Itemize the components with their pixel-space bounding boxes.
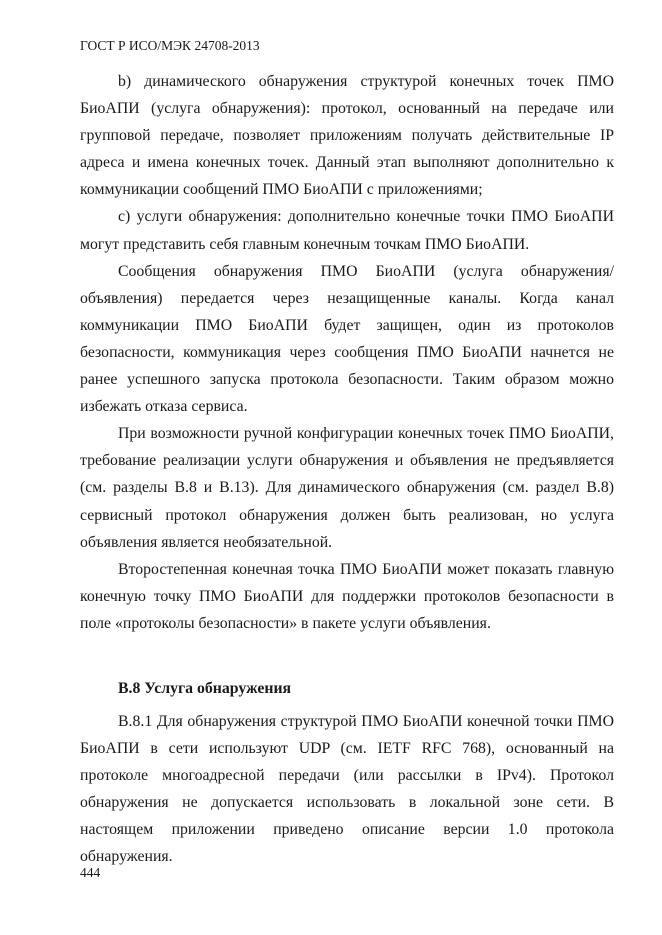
section-heading: В.8 Услуга обнаружения [118,679,292,697]
paragraph-section-b81: В.8.1 Для обнаружения структурой ПМО БиоАПИ конечной точки ПМО БиоАПИ в сети используют UDP (см. IETF RFC 768), основанный на протоколе многоадресной передачи (или рассылки в IPv4). Протокол обнаружения не допускается использовать в локальной зоне сети. В настоящем приложении приведено описание версии 1.0 протокола обнаружения. [80,712,614,866]
section-spacer [80,637,614,675]
paragraph-secondary-endpoint: Второстепенная конечная точка ПМО БиоАПИ может показать главную конечную точку ПМО БиоАПИ для поддержки протоколов безопасности в поле «протоколы безопасности» в пакете услуги объявления. [80,560,614,632]
document-body [80,68,614,871]
paragraph-item-b: b) динамического обнаружения структурой конечных точек ПМО БиоАПИ (услуга обнаружения): протокол, основанный на передаче или групповой передаче, позволяет приложениям получать действительные IP адреса и имена конечных точек. Данный этап выполняют дополнительно к коммуникации сообщений ПМО БиоАПИ с приложениями; [80,73,614,199]
page-number: 444 [80,865,101,880]
paragraph-manual-config: При возможности ручной конфигурации конечных точек ПМО БиоАПИ, требование реализации услуги обнаружения и объявления не предъявляется (см. разделы В.8 и В.13). Для динамического обнаружения (см. раздел В.8) сервисный протокол обнаружения должен быть реализован, но услуга объявления является необязательной. [80,425,614,551]
paragraph-item-c: c) услуги обнаружения: дополнительно конечные точки ПМО БиоАПИ могут представить себя главным конечным точкам ПМО БиоАПИ. [80,208,614,253]
document-header: ГОСТ Р ИСО/МЭК 24708-2013 [80,38,260,53]
paragraph-discovery-messages: Сообщения обнаружения ПМО БиоАПИ (услуга обнаружения/объявления) передается через незащищенные каналы. Когда канал коммуникации ПМО БиоАПИ будет защищен, один из протоколов безопасности, коммуникация через сообщения ПМО БиоАПИ начнется не ранее успешного запуска протокола безопасности. Таким образом можно избежать отказа сервиса. [80,262,614,416]
